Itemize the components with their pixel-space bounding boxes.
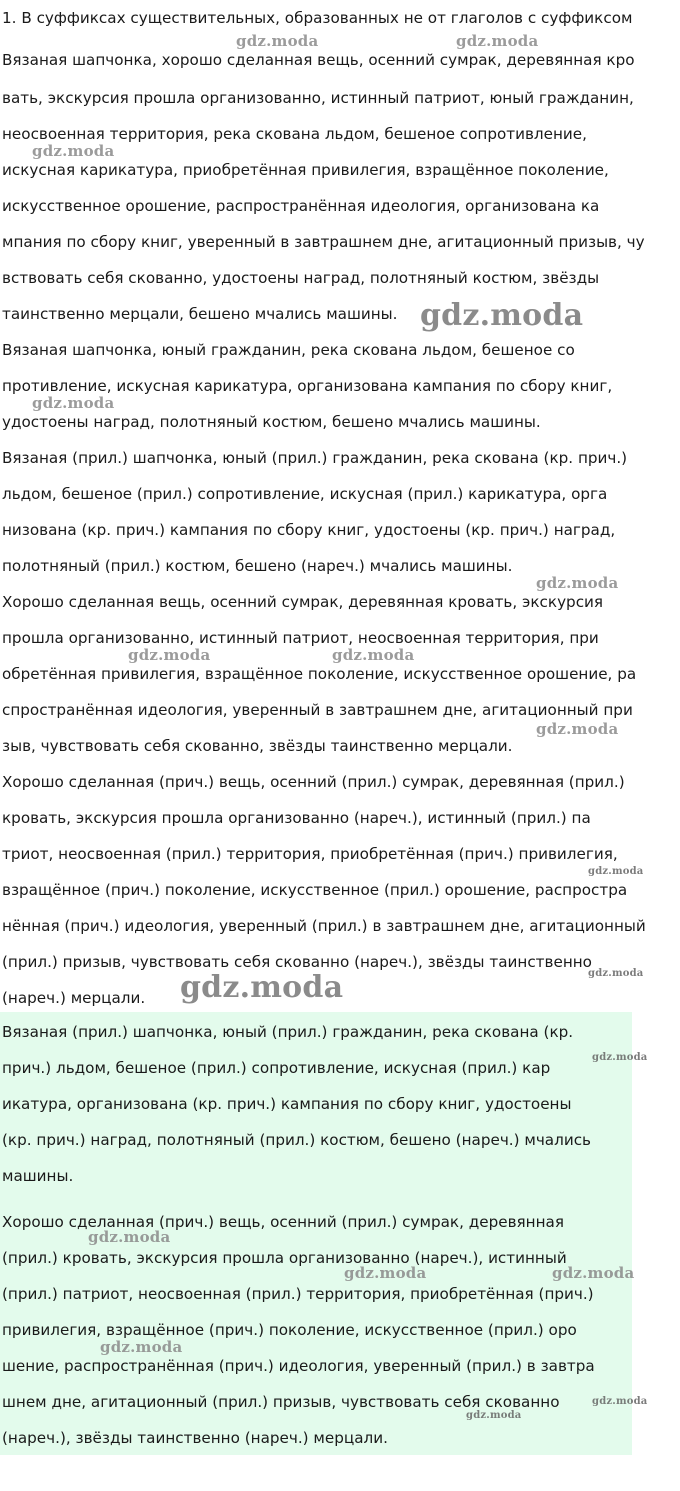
watermark-logo: gdz.moda <box>588 866 644 877</box>
text-line: нённая (прич.) идеология, уверенный (прил.) в завтрашнем дне, агитационный <box>2 917 646 935</box>
watermark-logo: gdz.moda <box>420 298 584 333</box>
text-line: привилегия, взращённое (прич.) поколение, искусственное (прил.) оро <box>2 1321 577 1339</box>
text-line: зыв, чувствовать себя скованно, звёзды таинственно мерцали. <box>2 737 513 755</box>
text-line: противление, искусная карикатура, организована кампания по сбору книг, <box>2 377 613 395</box>
watermark-logo: gdz.moda <box>592 1052 648 1063</box>
text-line: Хорошо сделанная вещь, осенний сумрак, деревянная кровать, экскурсия <box>2 593 604 611</box>
watermark-logo: gdz.moda <box>552 1264 635 1282</box>
watermark-logo: gdz.moda <box>466 1410 522 1421</box>
text-line: машины. <box>2 1167 74 1185</box>
text-line: искусственное орошение, распространённая идеология, организована ка <box>2 197 600 215</box>
text-line: (кр. прич.) наград, полотняный (прил.) костюм, бешено (нареч.) мчались <box>2 1131 591 1149</box>
watermark-logo: gdz.moda <box>180 970 344 1005</box>
text-line: Вязаная шапчонка, хорошо сделанная вещь, осенний сумрак, деревянная кро <box>2 51 635 69</box>
text-line: (прил.) кровать, экскурсия прошла организованно (нареч.), истинный <box>2 1249 567 1267</box>
text-line: 1. В суффиксах существительных, образованных не от глаголов с суффиксом <box>2 9 633 27</box>
watermark-logo: gdz.moda <box>588 968 644 979</box>
text-line: (нареч.) мерцали. <box>2 989 146 1007</box>
watermark-logo: gdz.moda <box>100 1338 183 1356</box>
text-line: кровать, экскурсия прошла организованно (нареч.), истинный (прил.) па <box>2 809 591 827</box>
text-line: Вязаная шапчонка, юный гражданин, река скована льдом, бешеное со <box>2 341 575 359</box>
watermark-logo: gdz.moda <box>236 32 319 50</box>
text-line: (прил.) патриот, неосвоенная (прил.) территория, приобретённая (прич.) <box>2 1285 594 1303</box>
text-line: (прил.) призыв, чувствовать себя скованно (нареч.), звёзды таинственно <box>2 953 592 971</box>
text-line: шение, распространённая (прич.) идеология, уверенный (прил.) в завтра <box>2 1357 595 1375</box>
text-line: Вязаная (прил.) шапчонка, юный (прил.) гражданин, река скована (кр. <box>2 1023 574 1041</box>
text-line: полотняный (прил.) костюм, бешено (нареч.) мчались машины. <box>2 557 513 575</box>
text-line: неосвоенная территория, река скована льдом, бешеное сопротивление, <box>2 125 587 143</box>
text-line: искусная карикатура, приобретённая привилегия, взращённое поколение, <box>2 161 609 179</box>
text-line: Вязаная (прил.) шапчонка, юный (прил.) гражданин, река скована (кр. прич.) <box>2 449 628 467</box>
text-line: шнем дне, агитационный (прил.) призыв, чувствовать себя скованно <box>2 1393 560 1411</box>
watermark-logo: gdz.moda <box>344 1264 427 1282</box>
text-line: спространённая идеология, уверенный в завтрашнем дне, агитационный при <box>2 701 633 719</box>
text-line: удостоены наград, полотняный костюм, бешено мчались машины. <box>2 413 541 431</box>
watermark-logo: gdz.moda <box>456 32 539 50</box>
text-line: вать, экскурсия прошла организованно, истинный патриот, юный гражданин, <box>2 89 634 107</box>
watermark-logo: gdz.moda <box>592 1396 648 1407</box>
text-line: икатура, организована (кр. прич.) кампания по сбору книг, удостоены <box>2 1095 572 1113</box>
watermark-logo: gdz.moda <box>32 394 115 412</box>
text-line: обретённая привилегия, взращённое поколение, искусственное орошение, ра <box>2 665 637 683</box>
watermark-logo: gdz.moda <box>128 646 211 664</box>
watermark-logo: gdz.moda <box>536 574 619 592</box>
watermark-logo: gdz.moda <box>332 646 415 664</box>
text-line: низована (кр. прич.) кампания по сбору книг, удостоены (кр. прич.) наград, <box>2 521 616 539</box>
watermark-logo: gdz.moda <box>32 142 115 160</box>
watermark-logo: gdz.moda <box>536 720 619 738</box>
text-line: прошла организованно, истинный патриот, неосвоенная территория, при <box>2 629 599 647</box>
text-line: взращённое (прич.) поколение, искусственное (прил.) орошение, распростра <box>2 881 628 899</box>
text-line: мпания по сбору книг, уверенный в завтрашнем дне, агитационный призыв, чу <box>2 233 645 251</box>
text-line: льдом, бешеное (прил.) сопротивление, искусная (прил.) карикатура, орга <box>2 485 608 503</box>
text-line: прич.) льдом, бешеное (прил.) сопротивление, искусная (прил.) кар <box>2 1059 551 1077</box>
watermark-logo: gdz.moda <box>88 1228 171 1246</box>
text-line: таинственно мерцали, бешено мчались машины. <box>2 305 398 323</box>
text-line: вствовать себя скованно, удостоены наград, полотняный костюм, звёзды <box>2 269 600 287</box>
text-line: Хорошо сделанная (прич.) вещь, осенний (прил.) сумрак, деревянная <box>2 1213 564 1231</box>
text-line: (нареч.), звёзды таинственно (нареч.) мерцали. <box>2 1429 388 1447</box>
text-line: Хорошо сделанная (прич.) вещь, осенний (прил.) сумрак, деревянная (прил.) <box>2 773 625 791</box>
text-line: триот, неосвоенная (прил.) территория, приобретённая (прич.) привилегия, <box>2 845 618 863</box>
